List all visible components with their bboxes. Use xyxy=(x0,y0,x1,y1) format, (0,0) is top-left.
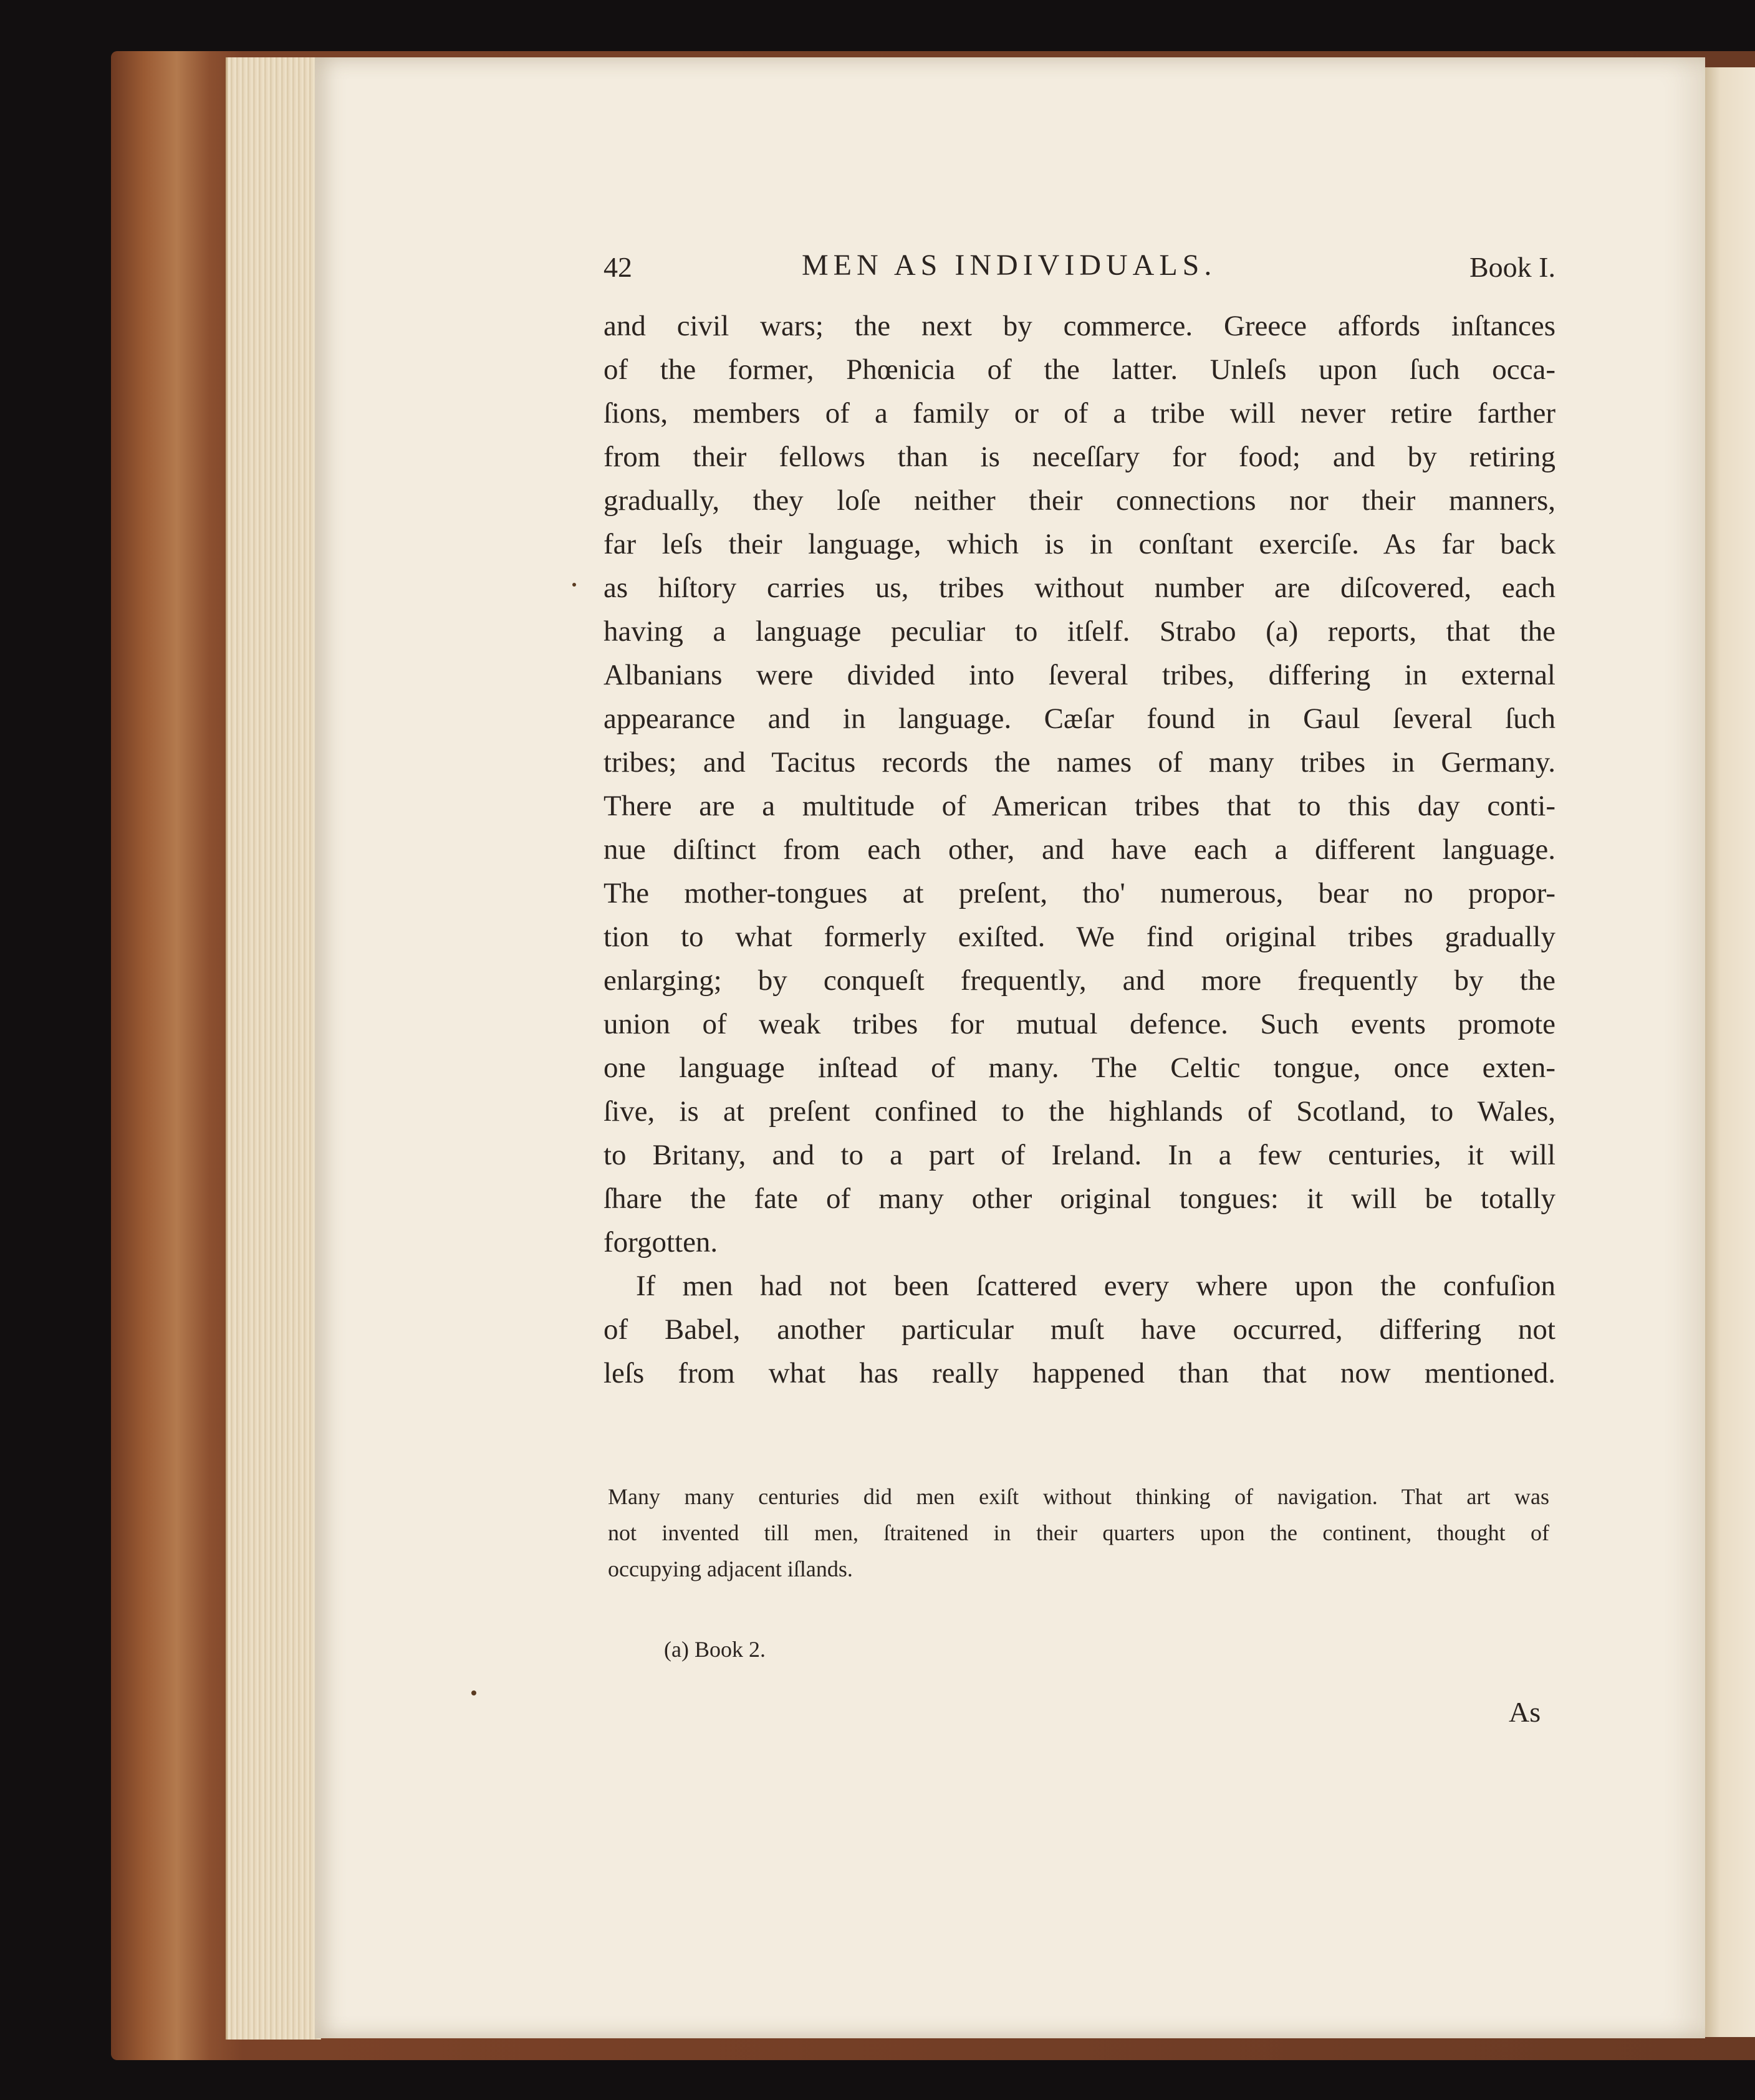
text-line: gradually, they loſe neither their connections nor their manners, xyxy=(603,484,1555,517)
text-line: The mother-tongues at preſent, tho' numerous, bear no propor- xyxy=(603,877,1555,909)
page-text xyxy=(603,242,1555,1395)
text-line: tribes; and Tacitus records the names of many tribes in Germany. xyxy=(603,746,1555,779)
reference-note: (a) Book 2. xyxy=(664,1637,766,1662)
text-line: one language inſtead of many. The Celtic tongue, once exten- xyxy=(603,1052,1555,1084)
text-line: nue diſtinct from each other, and have each a different language. xyxy=(603,833,1555,866)
text-line: Albanians were divided into ſeveral tribes, differing in external xyxy=(603,659,1555,691)
book-label: Book I. xyxy=(1469,251,1555,283)
text-line: to Britany, and to a part of Ireland. In a few centuries, it will xyxy=(603,1139,1555,1171)
text-line: having a language peculiar to itſelf. Strabo (a) reports, that the xyxy=(603,615,1555,648)
text-line: of the former, Phœnicia of the latter. Unleſs upon ſuch occa- xyxy=(603,353,1555,386)
text-line: ſive, is at preſent confined to the highlands of Scotland, to Wales, xyxy=(603,1095,1555,1128)
text-line: There are a multitude of American tribes that to this day conti- xyxy=(603,790,1555,822)
text-line: leſs from what has really happened than that now mentioned. xyxy=(603,1357,1555,1389)
text-line: as hiſtory carries us, tribes without number are diſcovered, each xyxy=(603,572,1555,604)
text-line: appearance and in language. Cæſar found in Gaul ſeveral ſuch xyxy=(603,702,1555,735)
footnote xyxy=(608,1479,1549,1587)
text-line: If men had not been ſcattered every where upon the confuſion xyxy=(636,1270,1555,1302)
text-line: ſhare the fate of many other original tongues: it will be totally xyxy=(603,1182,1555,1215)
text-line: forgotten. xyxy=(603,1226,718,1259)
body-text xyxy=(603,304,1555,1395)
running-title: MEN AS INDIVIDUALS. xyxy=(802,249,1217,282)
footnote-line: not invented till men, ſtraitened in their quarters upon the continent, thought of xyxy=(608,1520,1549,1545)
paper-speck xyxy=(572,583,576,587)
text-line: from their fellows than is neceſſary for food; and by retiring xyxy=(603,441,1555,473)
footnote-line: occupying adjacent iſlands. xyxy=(608,1556,853,1581)
catchword: As xyxy=(1509,1696,1541,1728)
text-line: enlarging; by conqueſt frequently, and more frequently by the xyxy=(603,964,1555,997)
paper-speck xyxy=(471,1690,476,1695)
text-line: tion to what formerly exiſted. We find original tribes gradually xyxy=(603,921,1555,953)
text-line: ſions, members of a family or of a tribe will never retire farther xyxy=(603,397,1555,429)
running-head xyxy=(603,242,1555,292)
page-edges xyxy=(226,57,321,2040)
facing-page-edge xyxy=(1705,67,1755,2037)
text-line: union of weak tribes for mutual defence. Such events promote xyxy=(603,1008,1555,1040)
page-number: 42 xyxy=(603,251,632,283)
text-line: far leſs their language, which is in conſtant exerciſe. As far back xyxy=(603,528,1555,560)
footnote-line: Many many centuries did men exiſt without thinking of navigation. That art was xyxy=(608,1484,1549,1509)
text-line: of Babel, another particular muſt have occurred, differing not xyxy=(603,1313,1555,1346)
text-line: and civil wars; the next by commerce. Greece affords inſtances xyxy=(603,310,1555,342)
